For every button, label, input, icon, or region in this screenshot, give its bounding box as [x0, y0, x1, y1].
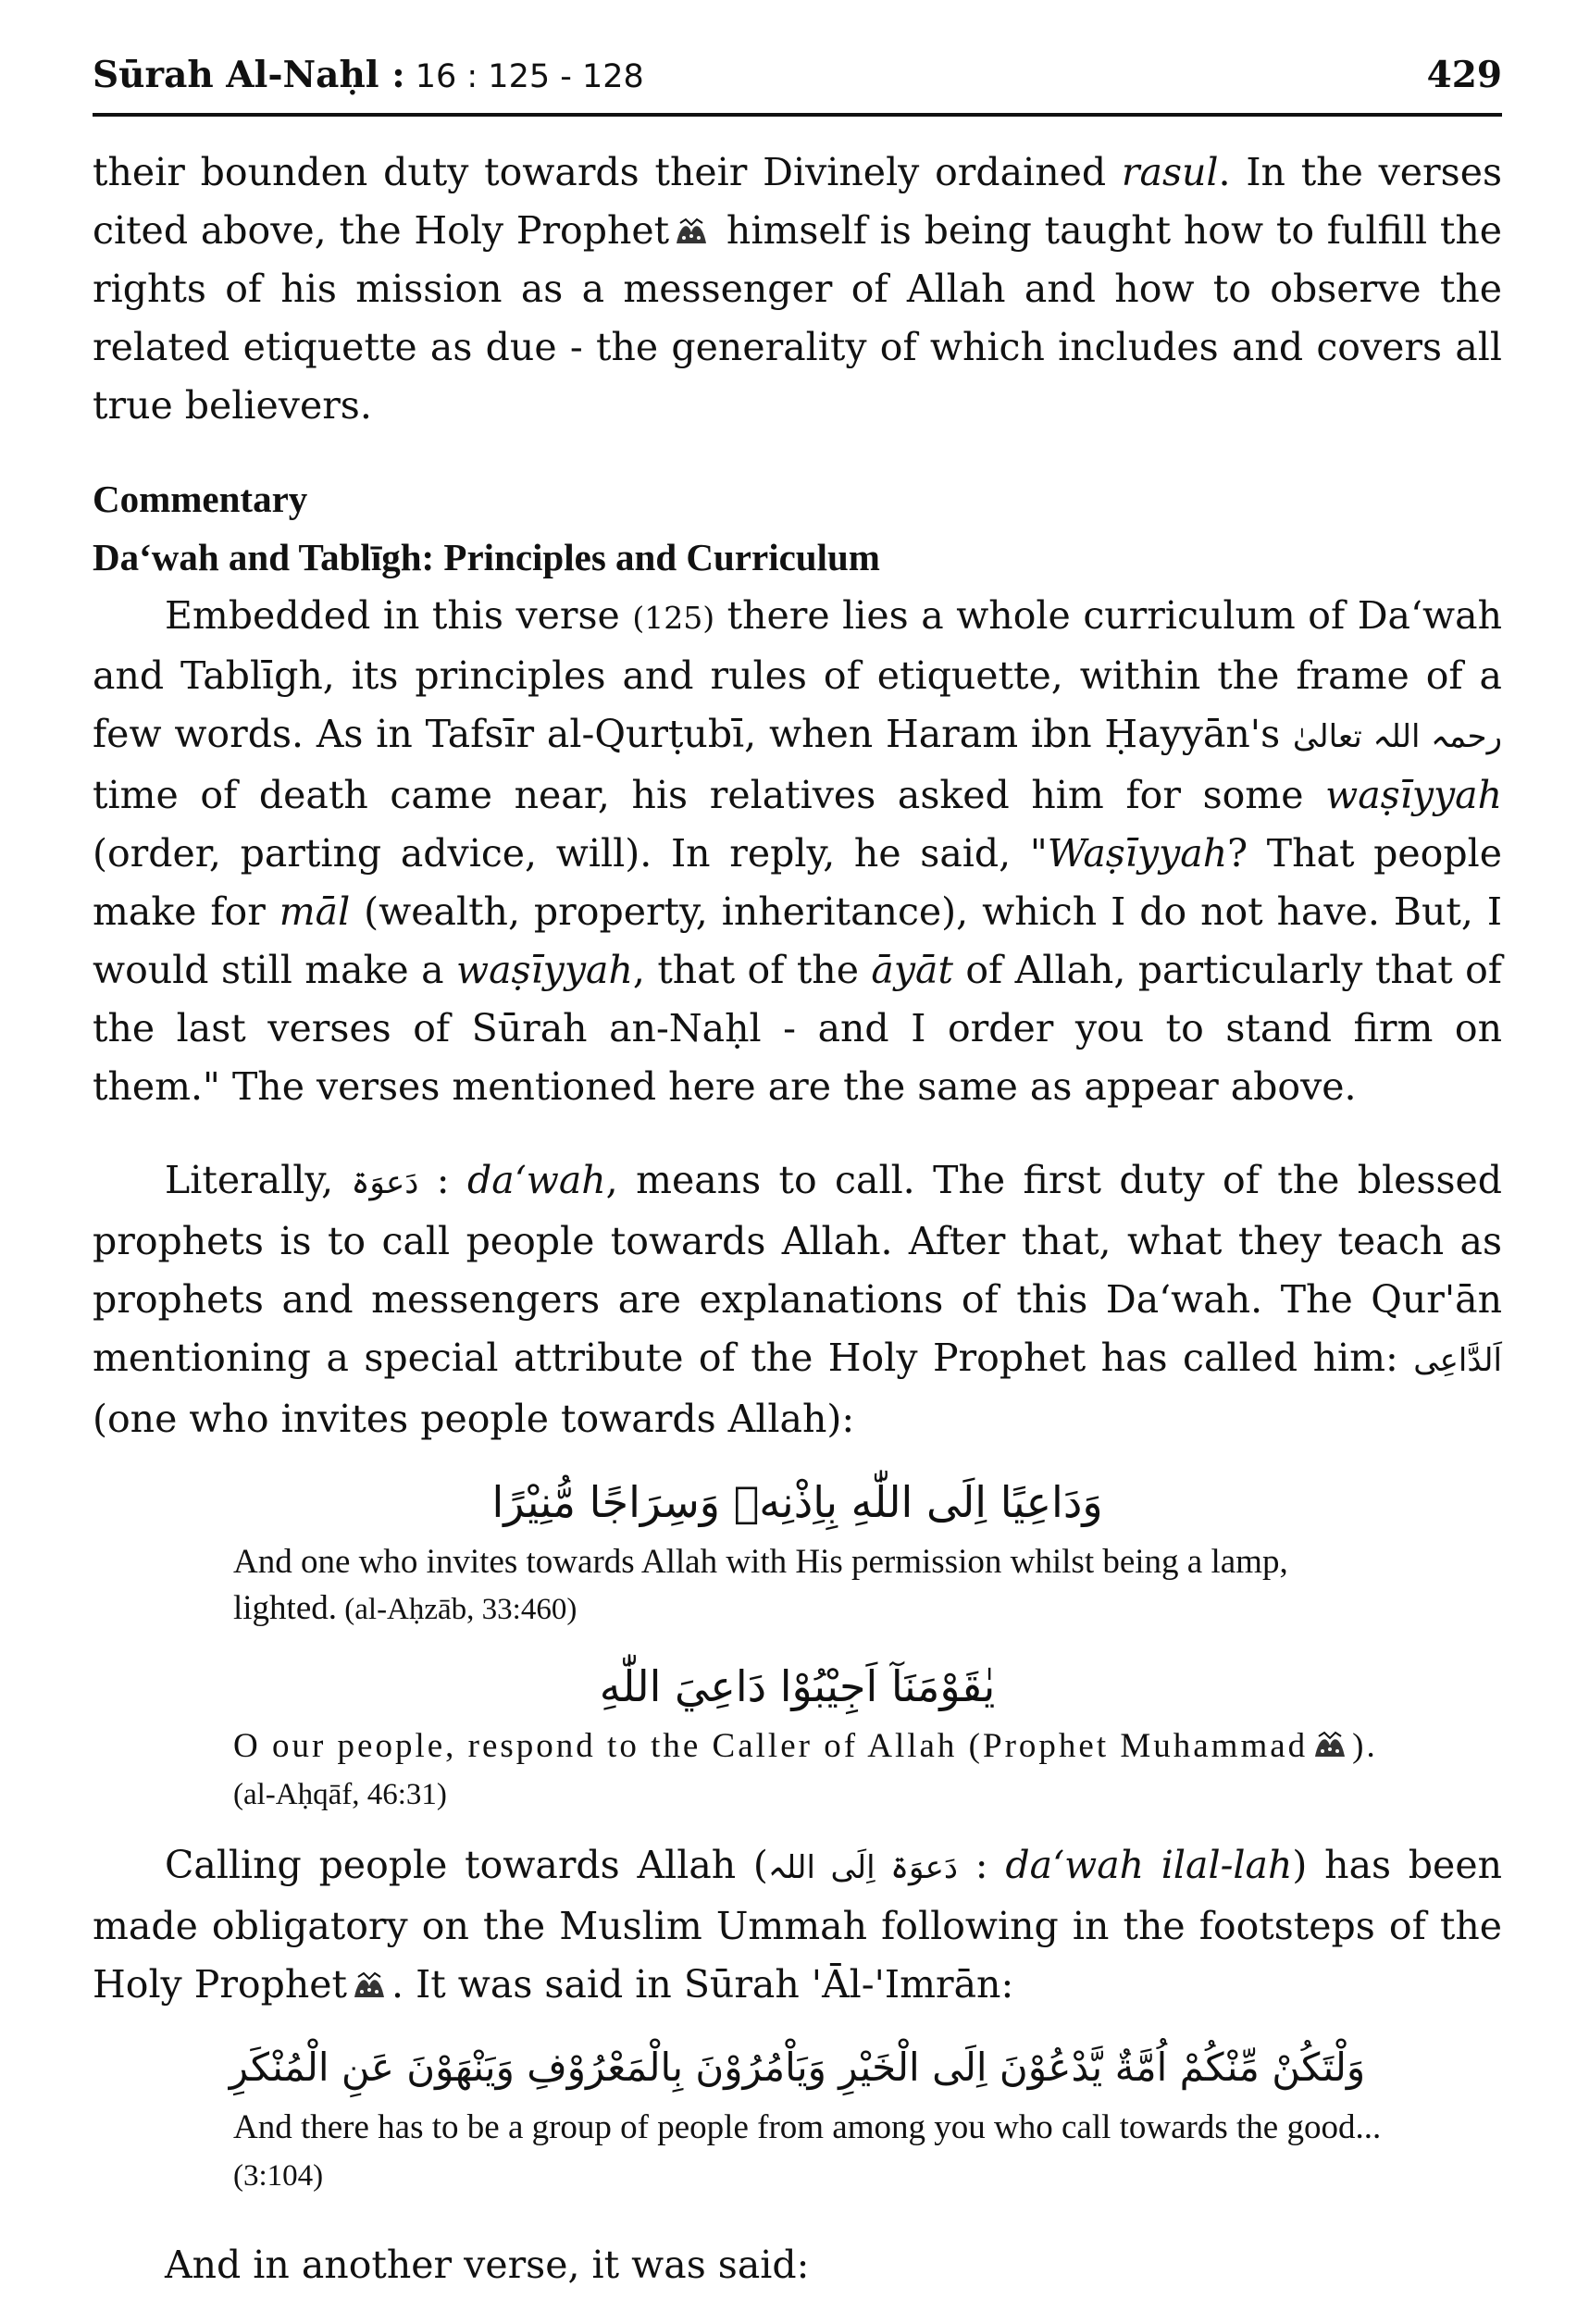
text-run: time of death came near, his relatives asked him for some: [93, 773, 1326, 817]
italic-term: āyāt: [871, 948, 953, 992]
italic-term: da‘wah ilal-lah: [1005, 1843, 1293, 1887]
verse-range: 16 : 125 - 128: [404, 58, 644, 95]
italic-term: māl: [279, 889, 351, 934]
text-run: . It was said in Sūrah 'Āl-'Imrān:: [391, 1962, 1014, 2007]
text-run: :: [418, 1158, 467, 1202]
text-run: . In the verses cited above, the Holy Prophet: [93, 150, 1502, 253]
italic-term: waṣīyyah: [1325, 773, 1502, 817]
text-run: , that of the: [632, 948, 872, 992]
verse-3-translation: [233, 2105, 1391, 2199]
verse-2-translation: [233, 1723, 1391, 1818]
chapter-title: [93, 54, 644, 96]
verse-1-translation: [233, 1539, 1391, 1633]
arabic-honorific: رحمہ اللہ تعالیٰ: [1292, 718, 1502, 755]
text-run: himself is being taught how to fulfill the rights of his mission as a messenger of Allah and how to observe the related etiquette as due - the generality of which includes and covers all true believers.: [93, 208, 1502, 428]
verse-reference: (3:104): [233, 2159, 324, 2193]
italic-term: da‘wah: [467, 1158, 606, 1202]
text-run: Calling people towards Allah (: [165, 1843, 768, 1887]
arabic-verse-2: يٰقَوْمَنَآ اَجِيْبُوْا دَاعِيَ اللّٰهِ: [599, 1661, 996, 1711]
text-run: , means to call. The first duty of the blessed prophets is to call people towards Allah. After that, what they teach as prophets and messengers are explanations of this Da‘wah. The Qur'ān mentioning a special attribute of the Holy Prophet has called him:: [93, 1158, 1502, 1380]
paragraph-curriculum: [93, 587, 1502, 1116]
text-run: ) has been made obligatory on the Muslim Ummah following in the footsteps of the Holy Prophet: [93, 1843, 1502, 2007]
verse-reference: (al-Aḥqāf, 46:31): [233, 1778, 447, 1811]
paragraph-closing: And in another verse, it was said:: [165, 2243, 810, 2287]
translation-text: And there has to be a group of people from among you who call towards the good...: [233, 2108, 1382, 2146]
paragraph-intro: [93, 143, 1502, 435]
translation-text: O our people, respond to the Caller of Allah (Prophet Muhammad: [233, 1727, 1309, 1765]
paragraph-dawah-meaning: [93, 1151, 1502, 1448]
surah-name: Sūrah Al-Naḥl :: [93, 54, 405, 96]
arabic-verse-3: وَلْتَكُنْ مِّنْكُمْ اُمَّةٌ يَّدْعُوْنَ اِلَى الْخَيْرِ وَيَاْمُرُوْنَ بِالْمَعْرُوْفِ وَيَنْهَوْنَ عَنِ الْمُنْكَرِ: [229, 2044, 1366, 2090]
text-run: Embedded in this verse: [165, 593, 633, 638]
salutation-seal-icon: [351, 1970, 388, 2003]
text-run: of Allah, particularly that of the last verses of Sūrah an-Naḥl - and I order you to stand firm on them." The verses mentioned here are the same as appear above.: [93, 948, 1502, 1109]
italic-term: waṣīyyah: [455, 948, 633, 992]
text-run: Literally,: [165, 1158, 352, 1202]
running-header: [93, 54, 1502, 117]
arabic-word: دَعوَۃ: [351, 1164, 419, 1201]
section-heading: Da‘wah and Tablīgh: Principles and Curriculum: [93, 536, 880, 578]
salutation-seal-icon: [673, 216, 710, 249]
verse-number: (125): [632, 600, 715, 636]
commentary-heading: Commentary: [93, 478, 308, 520]
text-run: there lies a whole curriculum of Da‘wah and Tablīgh, its principles and rules of etiquette, within the frame of a few words. As in Tafsīr al-Qurṭubī, when Haram ibn Ḥayyān's: [93, 593, 1502, 756]
text-run: (wealth, property, inheritance), which I do not have. But, I would still make a: [93, 889, 1503, 992]
page-number: 429: [1426, 54, 1502, 96]
paragraph-obligation: [93, 1836, 1502, 2014]
arabic-word: اَلدَّاعِی: [1413, 1342, 1502, 1379]
main-text: [93, 143, 1502, 2294]
text-run: (order, parting advice, will). In reply, he said, ": [93, 831, 1048, 876]
text-run: :: [958, 1843, 1006, 1887]
arabic-verse-1: وَدَاعِيًا اِلَى اللّٰهِ بِاِذْنِهٖ وَسِرَاجًا مُّنِيْرًا: [491, 1477, 1103, 1527]
text-run: their bounden duty towards their Divinely ordained: [93, 150, 1122, 194]
verse-reference: (al-Aḥzāb, 33:460): [337, 1593, 577, 1626]
italic-term: Waṣīyyah: [1047, 831, 1228, 876]
text-run: ).: [1352, 1727, 1378, 1765]
translation-text: And one who invites towards Allah with His permission whilst being a lamp, lighted.: [233, 1543, 1288, 1627]
italic-term: rasul: [1121, 150, 1219, 194]
arabic-phrase: دَعوَۃ اِلَی اللہ: [767, 1849, 959, 1886]
text-run: (one who invites people towards Allah):: [93, 1397, 855, 1441]
text-run: ? That people make for: [93, 831, 1502, 934]
salutation-seal-icon: [1311, 1729, 1348, 1762]
